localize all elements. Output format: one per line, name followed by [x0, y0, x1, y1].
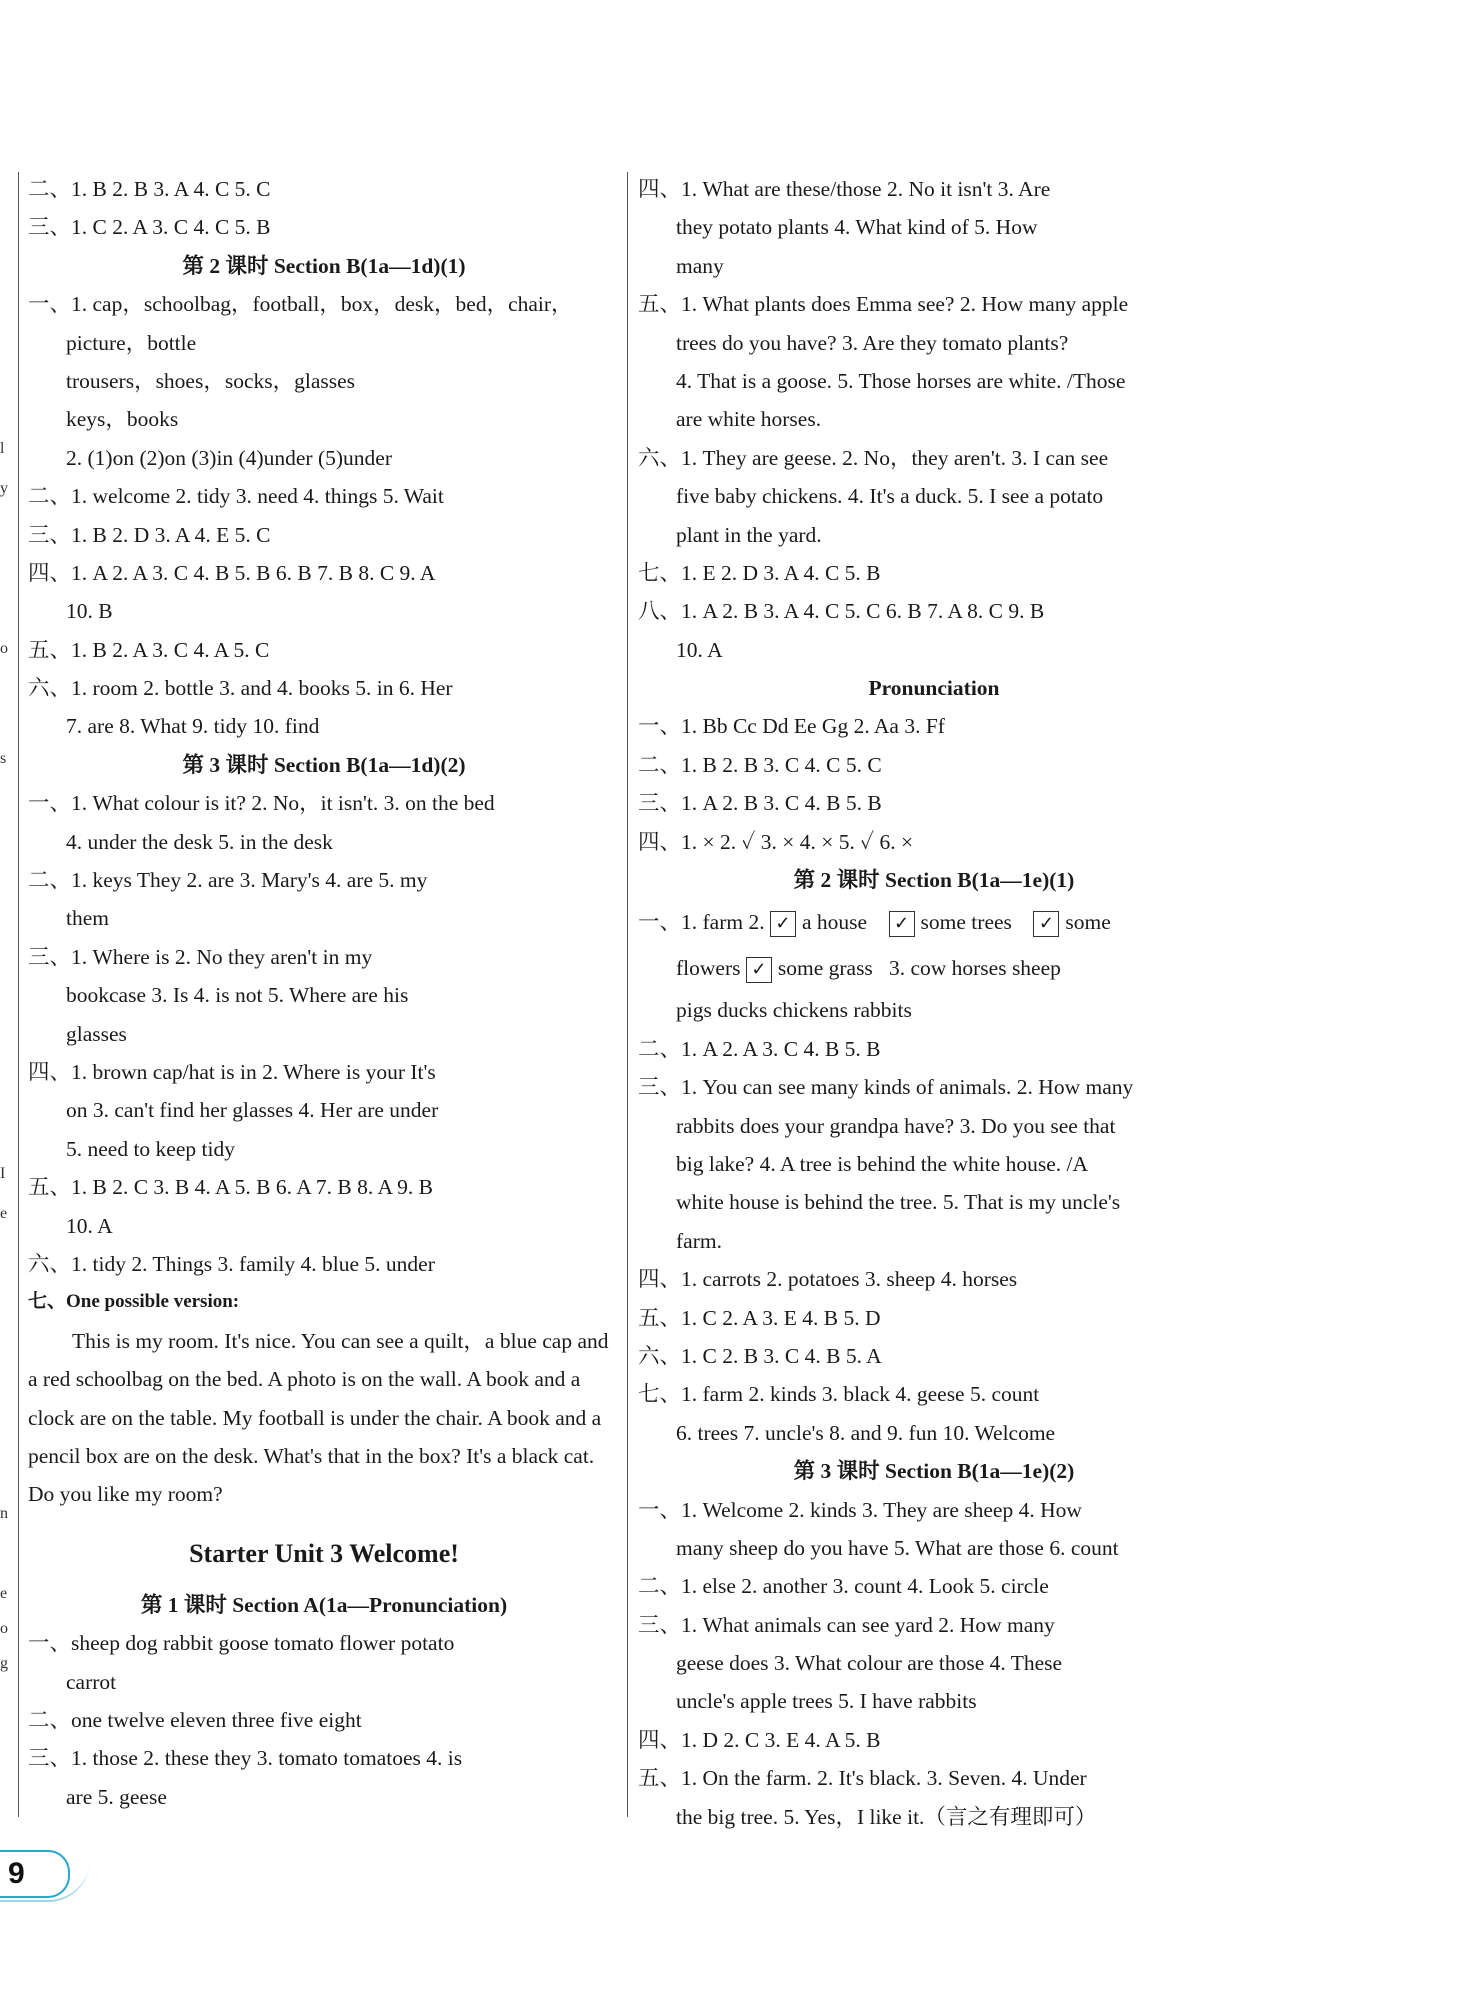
answer-line: 一、1. cap，schoolbag，football，box，desk，bed，chair， [28, 292, 573, 317]
left-edge-rule [18, 172, 19, 1817]
answer-line: 二、1. welcome 2. tidy 3. need 4. things 5. Wait [28, 484, 444, 509]
unit-title: Starter Unit 3 Welcome! [189, 1538, 459, 1568]
page-number: 9 [0, 1850, 70, 1898]
checkbox-answer-line [638, 899, 1230, 945]
answer-line: 5. need to keep tidy [66, 1136, 235, 1161]
margin-mark: o [0, 640, 8, 657]
answer-text: some trees [920, 910, 1012, 935]
answer-line: 二、1. B 2. B 3. A 4. C 5. C [28, 177, 271, 201]
answer-line: 一、1. Bb Cc Dd Ee Gg 2. Aa 3. Ff [638, 714, 945, 739]
margin-mark: I [0, 1165, 6, 1182]
checkbox-answer-line [638, 945, 1230, 991]
answer-line: geese does 3. What colour are those 4. These [676, 1651, 1063, 1676]
answer-line: 四、1. D 2. C 3. E 4. A 5. B [638, 1727, 881, 1752]
answer-line: plant in the yard. [676, 522, 822, 547]
sample-essay: This is my room. It's nice. You can see a quilt，a blue cap and a red schoolbag on the bed. A photo is on the wall. A book and a clock are on the table. My football is under the chair. A book and a pencil box are on the desk. What's that in the box? It's a black cat. Do you like my room? [28, 1328, 609, 1507]
answer-line: 10. A [676, 637, 723, 662]
answer-line: picture，bottle [66, 330, 197, 355]
answer-line: 一、sheep dog rabbit goose tomato flower potato [28, 1631, 455, 1656]
answer-line: 4. That is a goose. 5. Those horses are white. /Those [676, 368, 1126, 393]
answer-line: 二、1. A 2. A 3. C 4. B 5. B [638, 1036, 881, 1061]
column-divider [627, 172, 628, 1817]
answer-line: trees do you have? 3. Are they tomato plants? [676, 330, 1069, 355]
answer-line: rabbits does your grandpa have? 3. Do you see that [676, 1113, 1116, 1138]
lesson-heading: 第 2 课时 Section B(1a—1e)(1) [793, 868, 1075, 893]
answer-line: 六、1. They are geese. 2. No，they aren't. 3. I can see [638, 445, 1109, 470]
essay-label: 七、One possible version: [28, 1291, 240, 1313]
answer-line: big lake? 4. A tree is behind the white house. /A [676, 1151, 1088, 1176]
answer-line: pigs ducks chickens rabbits [676, 998, 912, 1023]
answer-line: are white horses. [676, 407, 822, 432]
answer-line: white house is behind the tree. 5. That is my uncle's [676, 1190, 1121, 1215]
answer-line: 四、1. What are these/those 2. No it isn't 3. Are [638, 177, 1051, 201]
answer-line: five baby chickens. 4. It's a duck. 5. I see a potato [676, 484, 1104, 509]
margin-mark: l [0, 440, 5, 457]
answer-text: some grass [777, 956, 873, 981]
checkbox-icon: ✓ [770, 911, 796, 937]
answer-line: 一、1. Welcome 2. kinds 3. They are sheep 4. How [638, 1497, 1082, 1522]
answer-line: glasses [66, 1021, 127, 1046]
answer-line: 五、1. On the farm. 2. It's black. 3. Seven. 4. Under [638, 1766, 1087, 1791]
answer-line: on 3. can't find her glasses 4. Her are under [66, 1098, 439, 1123]
answer-line: 三、1. A 2. B 3. C 4. B 5. B [638, 791, 882, 816]
answer-line: 五、1. B 2. C 3. B 4. A 5. B 6. A 7. B 8. A 9. B [28, 1175, 434, 1200]
answer-line: trousers，shoes，socks，glasses [66, 368, 356, 393]
margin-mark: n [0, 1505, 8, 1522]
answer-line: 2. (1)on (2)on (3)in (4)under (5)under [66, 445, 392, 470]
margin-mark: e [0, 1205, 8, 1222]
checkbox-icon: ✓ [889, 911, 915, 937]
checkbox-icon: ✓ [746, 957, 772, 983]
answer-line: many sheep do you have 5. What are those 6. count [676, 1535, 1119, 1560]
lesson-heading: 第 3 课时 Section B(1a—1e)(2) [793, 1459, 1075, 1484]
margin-mark: g [0, 1655, 8, 1672]
answer-line: 三、1. B 2. D 3. A 4. E 5. C [28, 522, 271, 547]
answer-text: some [1065, 910, 1111, 935]
answer-line: uncle's apple trees 5. I have rabbits [676, 1689, 977, 1714]
answer-line: 三、1. C 2. A 3. C 4. C 5. B [28, 215, 271, 240]
margin-mark: y [0, 480, 8, 497]
answer-line: many [676, 253, 724, 278]
answer-text: flowers [676, 956, 741, 981]
answer-line: 四、1. × 2. ✓ 3. × 4. × 5. ✓ 6. × [638, 829, 914, 854]
answer-line: keys，books [66, 407, 179, 432]
answer-line: 三、1. What animals can see yard 2. How many [638, 1612, 1055, 1637]
answer-line: 三、1. Where is 2. No they aren't in my [28, 944, 373, 969]
answer-line: 六、1. tidy 2. Things 3. family 4. blue 5. under [28, 1251, 435, 1276]
answer-line: 10. A [66, 1213, 113, 1238]
answer-line: 三、1. You can see many kinds of animals. 2. How many [638, 1075, 1134, 1100]
answer-line: the big tree. 5. Yes，I like it.（言之有理即可） [676, 1804, 1097, 1829]
answer-line: 六、1. room 2. bottle 3. and 4. books 5. in 6. Her [28, 676, 453, 701]
answer-line: 七、1. farm 2. kinds 3. black 4. geese 5. count [638, 1382, 1040, 1407]
answer-line: 10. B [66, 599, 113, 624]
answer-line: are 5. geese [66, 1784, 167, 1809]
answer-line: 五、1. B 2. A 3. C 4. A 5. C [28, 637, 270, 662]
answer-line: 四、1. carrots 2. potatoes 3. sheep 4. horses [638, 1267, 1018, 1292]
answer-line: 三、1. those 2. these they 3. tomato tomatoes 4. is [28, 1746, 463, 1771]
answer-line: them [66, 906, 109, 931]
answer-line: 八、1. A 2. B 3. A 4. C 5. C 6. B 7. A 8. C 9. B [638, 599, 1045, 624]
margin-mark: e [0, 1585, 8, 1602]
answer-line: carrot [66, 1669, 117, 1694]
answer-text: 一、1. farm 2. [638, 910, 765, 935]
right-column [638, 170, 1230, 1836]
lesson-heading: 第 2 课时 Section B(1a—1d)(1) [182, 253, 466, 278]
answer-line: 7. are 8. What 9. tidy 10. find [66, 714, 320, 739]
answer-line: bookcase 3. Is 4. is not 5. Where are his [66, 983, 409, 1008]
checkbox-icon: ✓ [1033, 911, 1059, 937]
answer-line: 五、1. What plants does Emma see? 2. How many apple [638, 292, 1129, 317]
margin-mark: s [0, 750, 7, 767]
answer-line: 二、1. B 2. B 3. C 4. C 5. C [638, 752, 882, 777]
answer-text: a house [801, 910, 868, 935]
left-column [28, 170, 620, 1816]
answer-line: 四、1. A 2. A 3. C 4. B 5. B 6. B 7. B 8. C 9. A [28, 560, 436, 585]
answer-line: 五、1. C 2. A 3. E 4. B 5. D [638, 1305, 881, 1330]
answer-line: 四、1. brown cap/hat is in 2. Where is your It's [28, 1059, 436, 1084]
answer-line: they potato plants 4. What kind of 5. How [676, 215, 1038, 240]
lesson-heading: 第 3 课时 Section B(1a—1d)(2) [182, 752, 466, 777]
answer-line: 二、one twelve eleven three five eight [28, 1707, 362, 1732]
answer-line: 二、1. keys They 2. are 3. Mary's 4. are 5. my [28, 868, 428, 893]
answer-line: 4. under the desk 5. in the desk [66, 829, 333, 854]
answer-text: 3. cow horses sheep [888, 956, 1061, 981]
margin-mark: o [0, 1620, 8, 1637]
answer-line: farm. [676, 1228, 722, 1253]
answer-line: 一、1. What colour is it? 2. No，it isn't. 3. on the bed [28, 791, 495, 816]
section-heading: Pronunciation [868, 676, 1000, 701]
answer-line: 6. trees 7. uncle's 8. and 9. fun 10. Welcome [676, 1420, 1056, 1445]
answer-line: 七、1. E 2. D 3. A 4. C 5. B [638, 560, 881, 585]
lesson-heading: 第 1 课时 Section A(1a—Pronunciation) [140, 1592, 508, 1617]
answer-line: 六、1. C 2. B 3. C 4. B 5. A [638, 1343, 882, 1368]
answer-line: 二、1. else 2. another 3. count 4. Look 5. circle [638, 1574, 1049, 1599]
